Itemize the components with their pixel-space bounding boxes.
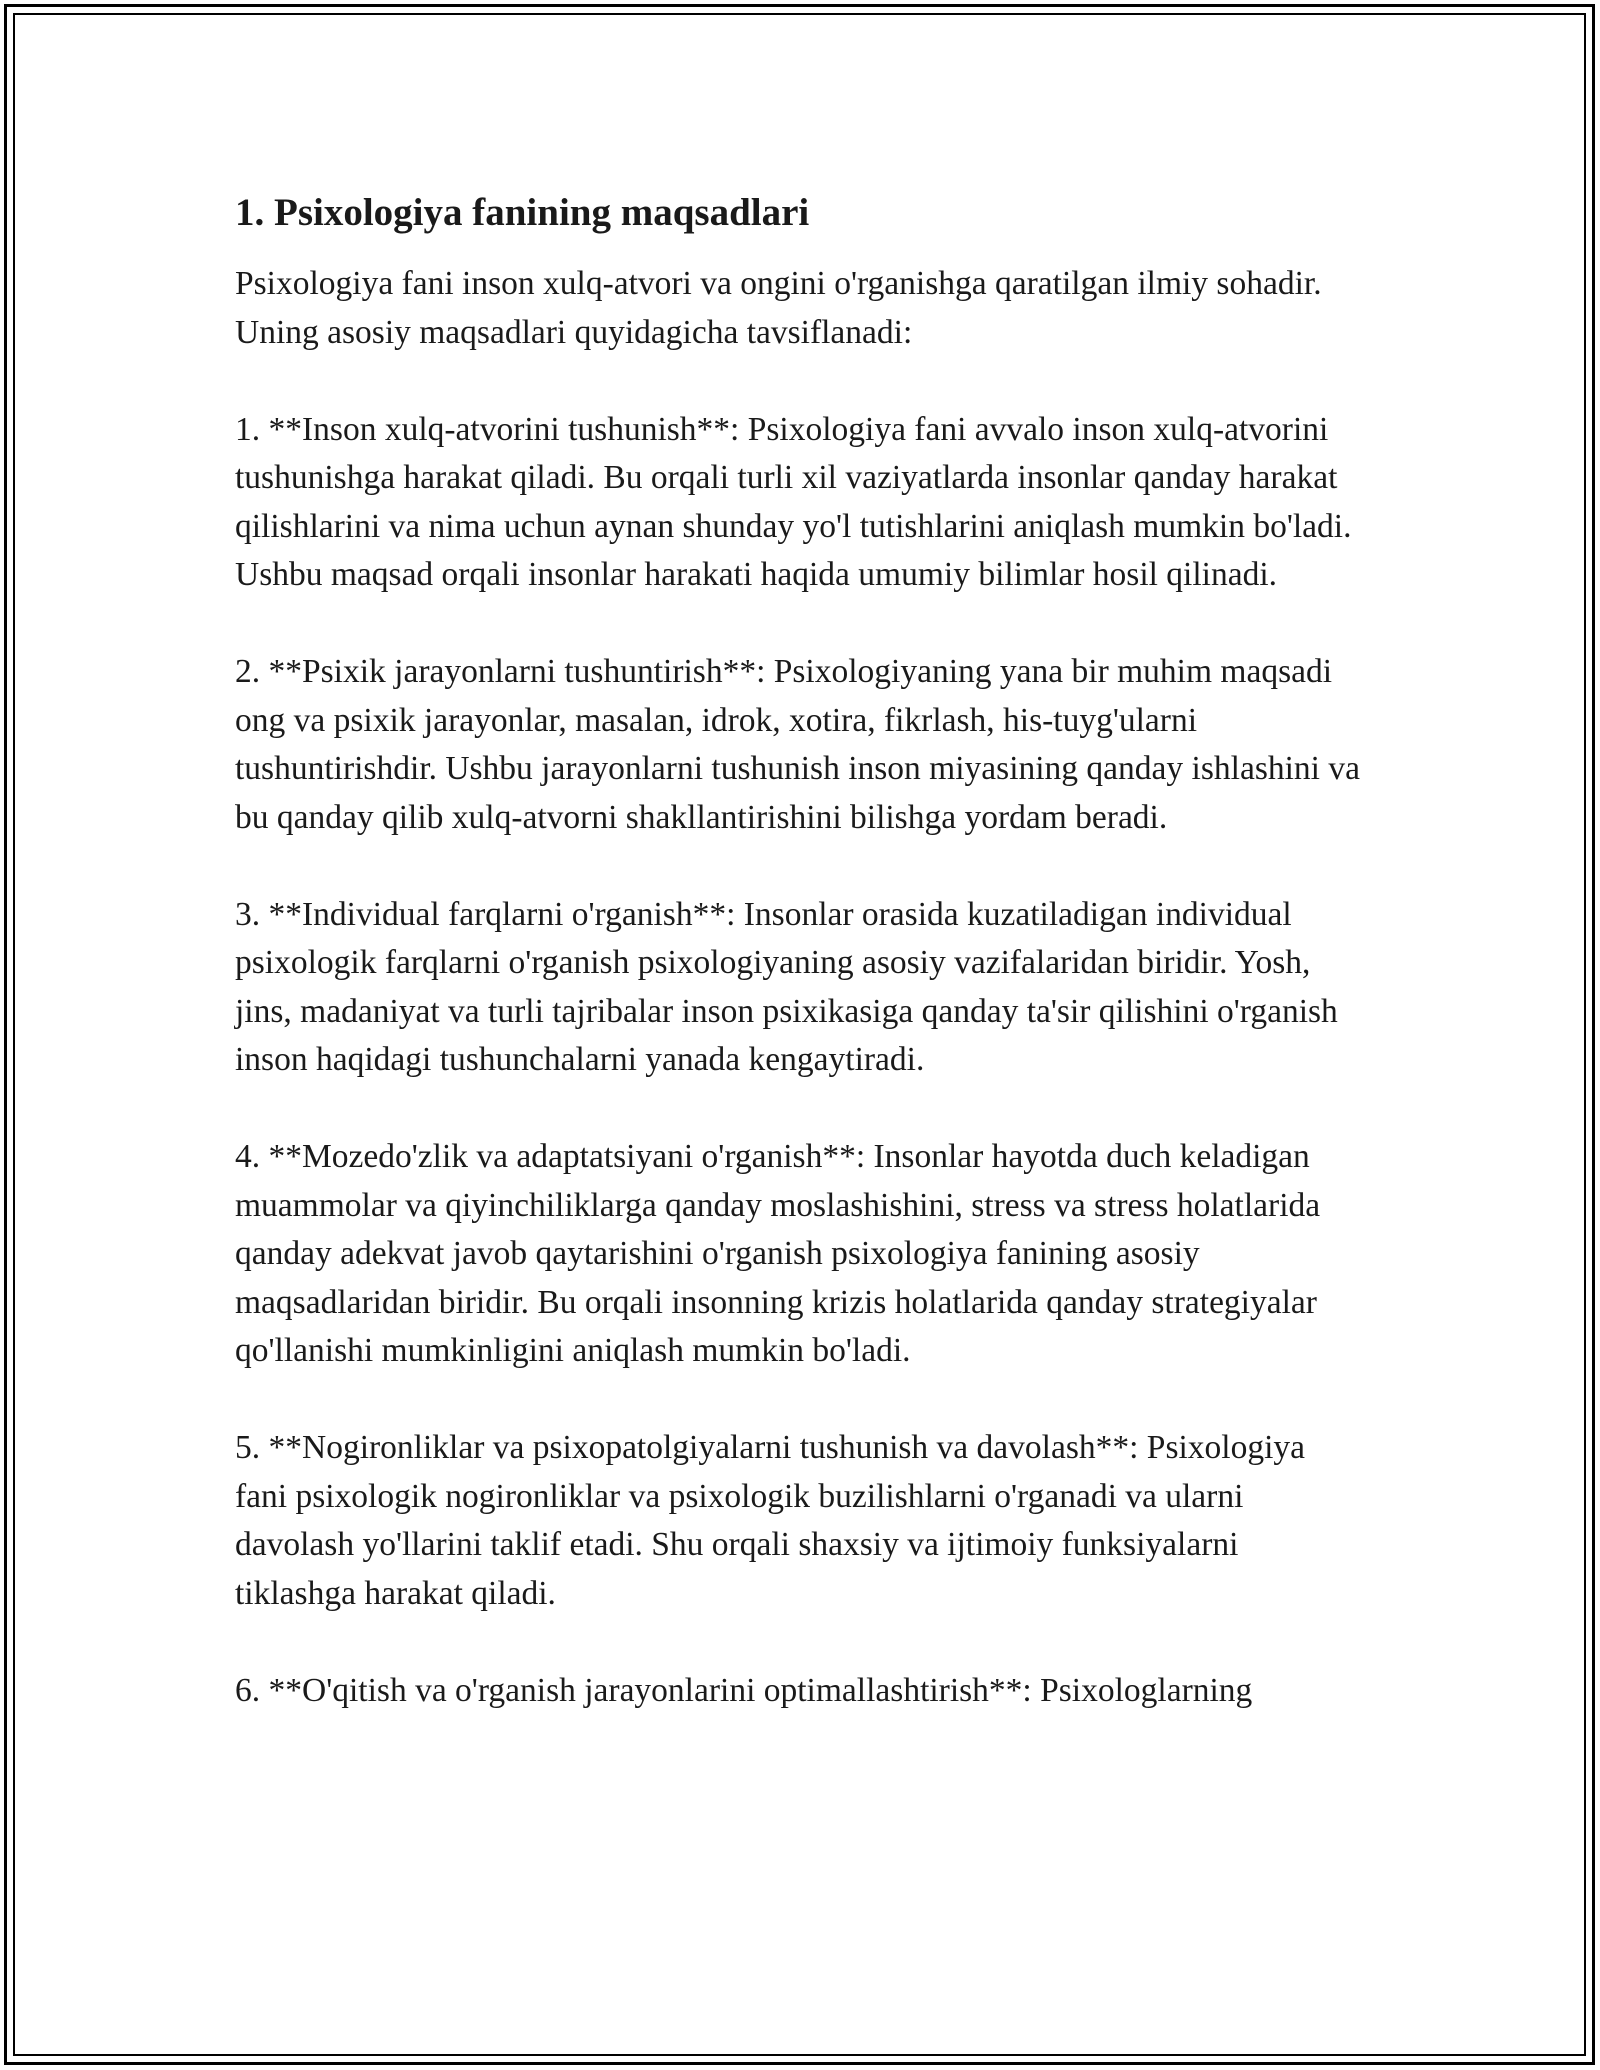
goal-paragraph-2: 2. **Psixik jarayonlarni tushuntirish**: Psixologiyaning yana bir muhim maqsadi ong va psixik jarayonlar, masalan, idrok, xotira, fikrlash, his-tuyg'ularni tushuntirishdir. Ushbu jarayonlarni tushunish inson miyasining qanday ishlashini va bu qanday qilib xulq-atvorni shakllantirishini bilishga yordam beradi. — [235, 653, 1360, 836]
intro-paragraph: Psixologiya fani inson xulq-atvori va ongini o'rganishga qaratilgan ilmiy sohadir. Uning asosiy maqsadlari quyidagicha tavsiflanadi: — [235, 265, 1322, 351]
goal-paragraph-1: 1. **Inson xulq-atvorini tushunish**: Psixologiya fani avvalo inson xulq-atvorini tushunishga harakat qiladi. Bu orqali turli xil vaziyatlarda insonlar qanday harakat qilishlarini va nima uchun aynan shunday yo'l tutishlarini aniqlash mumkin bo'ladi. Ushbu maqsad orqali insonlar harakati haqida umumiy bilimlar hosil qilinadi. — [235, 410, 1352, 593]
document-body — [235, 186, 1365, 1764]
goal-paragraph-5: 5. **Nogironliklar va psixopatolgiyalarni tushunish va davolash**: Psixologiya fani psixologik nogironliklar va psixologik buzilishlarni o'rganadi va ularni davolash yo'llarini taklif etadi. Shu orqali shaxsiy va ijtimoiy funksiyalarni tiklashga harakat qiladi. — [235, 1429, 1306, 1612]
document-title: 1. Psixologiya fanining maqsadlari — [235, 191, 810, 234]
goal-paragraph-6: 6. **O'qitish va o'rganish jarayonlarini optimallashtirish**: Psixologlarning — [235, 1671, 1253, 1709]
goal-paragraph-4: 4. **Mozedo'zlik va adaptatsiyani o'rganish**: Insonlar hayotda duch keladigan muammolar va qiyinchiliklarga qanday moslashishini, stress va stress holatlarida qanday adekvat javob qaytarishini o'rganish psixologiya fanining asosiy maqsadlaridan biridir. Bu orqali insonning krizis holatlarida qanday strategiyalar qo'llanishi mumkinligini aniqlash mumkin bo'ladi. — [235, 1138, 1321, 1369]
goal-paragraph-3: 3. **Individual farqlarni o'rganish**: Insonlar orasida kuzatiladigan individual psixologik farqlarni o'rganish psixologiyaning asosiy vazifalaridan biridir. Yosh, jins, madaniyat va turli tajribalar inson psixikasiga qanday ta'sir qilishini o'rganish inson haqidagi tushunchalarni yanada kengaytiradi. — [235, 895, 1338, 1078]
